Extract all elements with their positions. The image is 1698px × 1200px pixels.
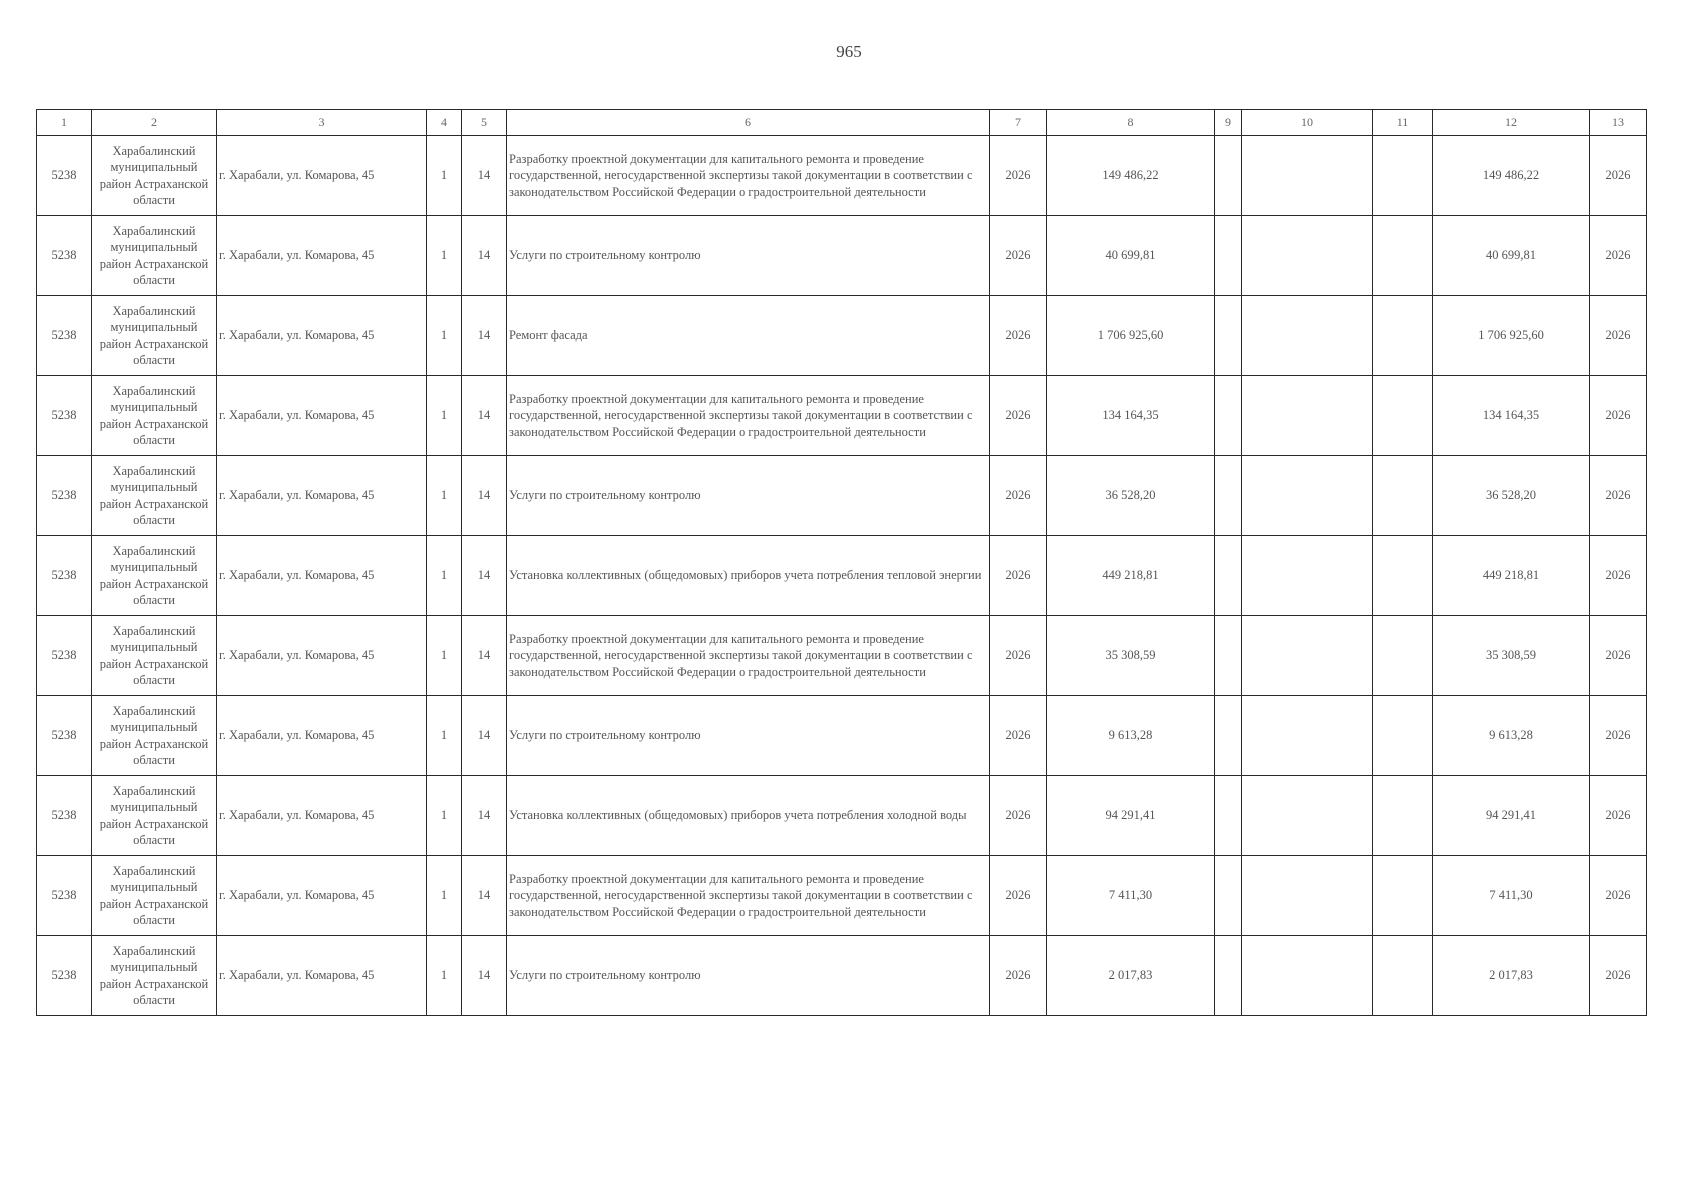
object-id-cell: 5238 xyxy=(37,616,92,696)
municipality-cell: Харабалинский муниципальный район Астраханской области xyxy=(92,296,217,376)
column-header-6: 6 xyxy=(507,110,990,136)
year-cell: 2026 xyxy=(990,616,1047,696)
object-id-cell: 5238 xyxy=(37,776,92,856)
budget-cost-cell: 9 613,28 xyxy=(1433,696,1590,776)
col-11-cell xyxy=(1373,616,1433,696)
object-id-cell: 5238 xyxy=(37,696,92,776)
col-5-cell: 14 xyxy=(462,856,507,936)
col-4-cell: 1 xyxy=(427,696,462,776)
col-4-cell: 1 xyxy=(427,136,462,216)
col-4-cell: 1 xyxy=(427,616,462,696)
column-header-12: 12 xyxy=(1433,110,1590,136)
budget-cost-cell: 7 411,30 xyxy=(1433,856,1590,936)
year-cell: 2026 xyxy=(990,536,1047,616)
col-4-cell: 1 xyxy=(427,456,462,536)
col-5-cell: 14 xyxy=(462,456,507,536)
budget-cost-cell: 94 291,41 xyxy=(1433,776,1590,856)
completion-year-cell: 2026 xyxy=(1590,136,1647,216)
total-cost-cell: 36 528,20 xyxy=(1047,456,1215,536)
capital-repair-table xyxy=(36,109,1647,1016)
col-11-cell xyxy=(1373,216,1433,296)
col-4-cell: 1 xyxy=(427,296,462,376)
col-10-cell xyxy=(1242,856,1373,936)
col-10-cell xyxy=(1242,696,1373,776)
col-5-cell: 14 xyxy=(462,776,507,856)
total-cost-cell: 7 411,30 xyxy=(1047,856,1215,936)
col-11-cell xyxy=(1373,456,1433,536)
col-9-cell xyxy=(1215,456,1242,536)
total-cost-cell: 35 308,59 xyxy=(1047,616,1215,696)
year-cell: 2026 xyxy=(990,216,1047,296)
col-5-cell: 14 xyxy=(462,136,507,216)
completion-year-cell: 2026 xyxy=(1590,216,1647,296)
table-header xyxy=(37,110,1647,136)
page-number: 965 xyxy=(836,42,862,61)
year-cell: 2026 xyxy=(990,376,1047,456)
total-cost-cell: 2 017,83 xyxy=(1047,936,1215,1016)
col-10-cell xyxy=(1242,536,1373,616)
municipality-cell: Харабалинский муниципальный район Астраханской области xyxy=(92,696,217,776)
municipality-cell: Харабалинский муниципальный район Астраханской области xyxy=(92,456,217,536)
year-cell: 2026 xyxy=(990,456,1047,536)
object-id-cell: 5238 xyxy=(37,376,92,456)
work-type-cell: Установка коллективных (общедомовых) приборов учета потребления холодной воды xyxy=(507,776,990,856)
col-5-cell: 14 xyxy=(462,616,507,696)
work-type-cell: Услуги по строительному контролю xyxy=(507,216,990,296)
col-9-cell xyxy=(1215,136,1242,216)
address-cell: г. Харабали, ул. Комарова, 45 xyxy=(217,296,427,376)
work-type-cell: Разработку проектной документации для капитального ремонта и проведение государственной, негосударственной экспертизы такой документации в соответствии с законодательством Российской Федерации о градостроительной деятельности xyxy=(507,856,990,936)
col-9-cell xyxy=(1215,376,1242,456)
total-cost-cell: 449 218,81 xyxy=(1047,536,1215,616)
object-id-cell: 5238 xyxy=(37,536,92,616)
total-cost-cell: 1 706 925,60 xyxy=(1047,296,1215,376)
col-9-cell xyxy=(1215,536,1242,616)
address-cell: г. Харабали, ул. Комарова, 45 xyxy=(217,696,427,776)
col-5-cell: 14 xyxy=(462,536,507,616)
col-10-cell xyxy=(1242,296,1373,376)
col-11-cell xyxy=(1373,376,1433,456)
table-row xyxy=(37,776,1647,856)
total-cost-cell: 40 699,81 xyxy=(1047,216,1215,296)
column-header-13: 13 xyxy=(1590,110,1647,136)
address-cell: г. Харабали, ул. Комарова, 45 xyxy=(217,456,427,536)
completion-year-cell: 2026 xyxy=(1590,376,1647,456)
completion-year-cell: 2026 xyxy=(1590,776,1647,856)
work-type-cell: Разработку проектной документации для капитального ремонта и проведение государственной, негосударственной экспертизы такой документации в соответствии с законодательством Российской Федерации о градостроительной деятельности xyxy=(507,136,990,216)
work-type-cell: Услуги по строительному контролю xyxy=(507,936,990,1016)
col-10-cell xyxy=(1242,936,1373,1016)
column-header-1: 1 xyxy=(37,110,92,136)
col-4-cell: 1 xyxy=(427,216,462,296)
year-cell: 2026 xyxy=(990,696,1047,776)
col-4-cell: 1 xyxy=(427,936,462,1016)
completion-year-cell: 2026 xyxy=(1590,456,1647,536)
total-cost-cell: 9 613,28 xyxy=(1047,696,1215,776)
col-11-cell xyxy=(1373,296,1433,376)
col-10-cell xyxy=(1242,616,1373,696)
object-id-cell: 5238 xyxy=(37,456,92,536)
address-cell: г. Харабали, ул. Комарова, 45 xyxy=(217,536,427,616)
municipality-cell: Харабалинский муниципальный район Астраханской области xyxy=(92,216,217,296)
table-row xyxy=(37,376,1647,456)
work-type-cell: Услуги по строительному контролю xyxy=(507,456,990,536)
col-11-cell xyxy=(1373,776,1433,856)
column-header-11: 11 xyxy=(1373,110,1433,136)
table-row xyxy=(37,856,1647,936)
budget-cost-cell: 1 706 925,60 xyxy=(1433,296,1590,376)
completion-year-cell: 2026 xyxy=(1590,936,1647,1016)
year-cell: 2026 xyxy=(990,776,1047,856)
address-cell: г. Харабали, ул. Комарова, 45 xyxy=(217,936,427,1016)
col-4-cell: 1 xyxy=(427,376,462,456)
col-9-cell xyxy=(1215,616,1242,696)
budget-cost-cell: 134 164,35 xyxy=(1433,376,1590,456)
col-9-cell xyxy=(1215,216,1242,296)
work-type-cell: Установка коллективных (общедомовых) приборов учета потребления тепловой энергии xyxy=(507,536,990,616)
col-10-cell xyxy=(1242,456,1373,536)
col-5-cell: 14 xyxy=(462,696,507,776)
col-4-cell: 1 xyxy=(427,536,462,616)
col-11-cell xyxy=(1373,936,1433,1016)
work-type-cell: Разработку проектной документации для капитального ремонта и проведение государственной, негосударственной экспертизы такой документации в соответствии с законодательством Российской Федерации о градостроительной деятельности xyxy=(507,376,990,456)
table-body xyxy=(37,136,1647,1016)
col-9-cell xyxy=(1215,856,1242,936)
municipality-cell: Харабалинский муниципальный район Астраханской области xyxy=(92,856,217,936)
address-cell: г. Харабали, ул. Комарова, 45 xyxy=(217,776,427,856)
completion-year-cell: 2026 xyxy=(1590,296,1647,376)
object-id-cell: 5238 xyxy=(37,216,92,296)
table-row xyxy=(37,536,1647,616)
col-4-cell: 1 xyxy=(427,856,462,936)
municipality-cell: Харабалинский муниципальный район Астраханской области xyxy=(92,776,217,856)
table-row xyxy=(37,456,1647,536)
col-10-cell xyxy=(1242,136,1373,216)
object-id-cell: 5238 xyxy=(37,296,92,376)
object-id-cell: 5238 xyxy=(37,936,92,1016)
table-row xyxy=(37,696,1647,776)
budget-cost-cell: 36 528,20 xyxy=(1433,456,1590,536)
table-row xyxy=(37,616,1647,696)
object-id-cell: 5238 xyxy=(37,856,92,936)
col-5-cell: 14 xyxy=(462,216,507,296)
budget-cost-cell: 149 486,22 xyxy=(1433,136,1590,216)
col-5-cell: 14 xyxy=(462,936,507,1016)
municipality-cell: Харабалинский муниципальный район Астраханской области xyxy=(92,616,217,696)
completion-year-cell: 2026 xyxy=(1590,856,1647,936)
table-row xyxy=(37,936,1647,1016)
municipality-cell: Харабалинский муниципальный район Астраханской области xyxy=(92,936,217,1016)
budget-cost-cell: 449 218,81 xyxy=(1433,536,1590,616)
completion-year-cell: 2026 xyxy=(1590,536,1647,616)
address-cell: г. Харабали, ул. Комарова, 45 xyxy=(217,136,427,216)
column-header-9: 9 xyxy=(1215,110,1242,136)
municipality-cell: Харабалинский муниципальный район Астраханской области xyxy=(92,536,217,616)
municipality-cell: Харабалинский муниципальный район Астраханской области xyxy=(92,376,217,456)
year-cell: 2026 xyxy=(990,936,1047,1016)
column-header-8: 8 xyxy=(1047,110,1215,136)
year-cell: 2026 xyxy=(990,296,1047,376)
column-header-10: 10 xyxy=(1242,110,1373,136)
col-10-cell xyxy=(1242,216,1373,296)
address-cell: г. Харабали, ул. Комарова, 45 xyxy=(217,216,427,296)
col-11-cell xyxy=(1373,536,1433,616)
completion-year-cell: 2026 xyxy=(1590,616,1647,696)
total-cost-cell: 149 486,22 xyxy=(1047,136,1215,216)
col-9-cell xyxy=(1215,936,1242,1016)
municipality-cell: Харабалинский муниципальный район Астраханской области xyxy=(92,136,217,216)
column-header-4: 4 xyxy=(427,110,462,136)
year-cell: 2026 xyxy=(990,856,1047,936)
budget-cost-cell: 35 308,59 xyxy=(1433,616,1590,696)
column-header-5: 5 xyxy=(462,110,507,136)
col-11-cell xyxy=(1373,856,1433,936)
work-type-cell: Ремонт фасада xyxy=(507,296,990,376)
completion-year-cell: 2026 xyxy=(1590,696,1647,776)
col-9-cell xyxy=(1215,696,1242,776)
work-type-cell: Разработку проектной документации для капитального ремонта и проведение государственной, негосударственной экспертизы такой документации в соответствии с законодательством Российской Федерации о градостроительной деятельности xyxy=(507,616,990,696)
total-cost-cell: 94 291,41 xyxy=(1047,776,1215,856)
col-11-cell xyxy=(1373,136,1433,216)
column-header-7: 7 xyxy=(990,110,1047,136)
col-10-cell xyxy=(1242,776,1373,856)
work-type-cell: Услуги по строительному контролю xyxy=(507,696,990,776)
column-header-3: 3 xyxy=(217,110,427,136)
address-cell: г. Харабали, ул. Комарова, 45 xyxy=(217,376,427,456)
address-cell: г. Харабали, ул. Комарова, 45 xyxy=(217,616,427,696)
table-row xyxy=(37,136,1647,216)
col-10-cell xyxy=(1242,376,1373,456)
budget-cost-cell: 2 017,83 xyxy=(1433,936,1590,1016)
table-row xyxy=(37,216,1647,296)
col-9-cell xyxy=(1215,296,1242,376)
object-id-cell: 5238 xyxy=(37,136,92,216)
col-11-cell xyxy=(1373,696,1433,776)
header-row xyxy=(37,110,1647,136)
col-9-cell xyxy=(1215,776,1242,856)
budget-cost-cell: 40 699,81 xyxy=(1433,216,1590,296)
address-cell: г. Харабали, ул. Комарова, 45 xyxy=(217,856,427,936)
col-5-cell: 14 xyxy=(462,376,507,456)
col-5-cell: 14 xyxy=(462,296,507,376)
table-row xyxy=(37,296,1647,376)
total-cost-cell: 134 164,35 xyxy=(1047,376,1215,456)
col-4-cell: 1 xyxy=(427,776,462,856)
column-header-2: 2 xyxy=(92,110,217,136)
year-cell: 2026 xyxy=(990,136,1047,216)
